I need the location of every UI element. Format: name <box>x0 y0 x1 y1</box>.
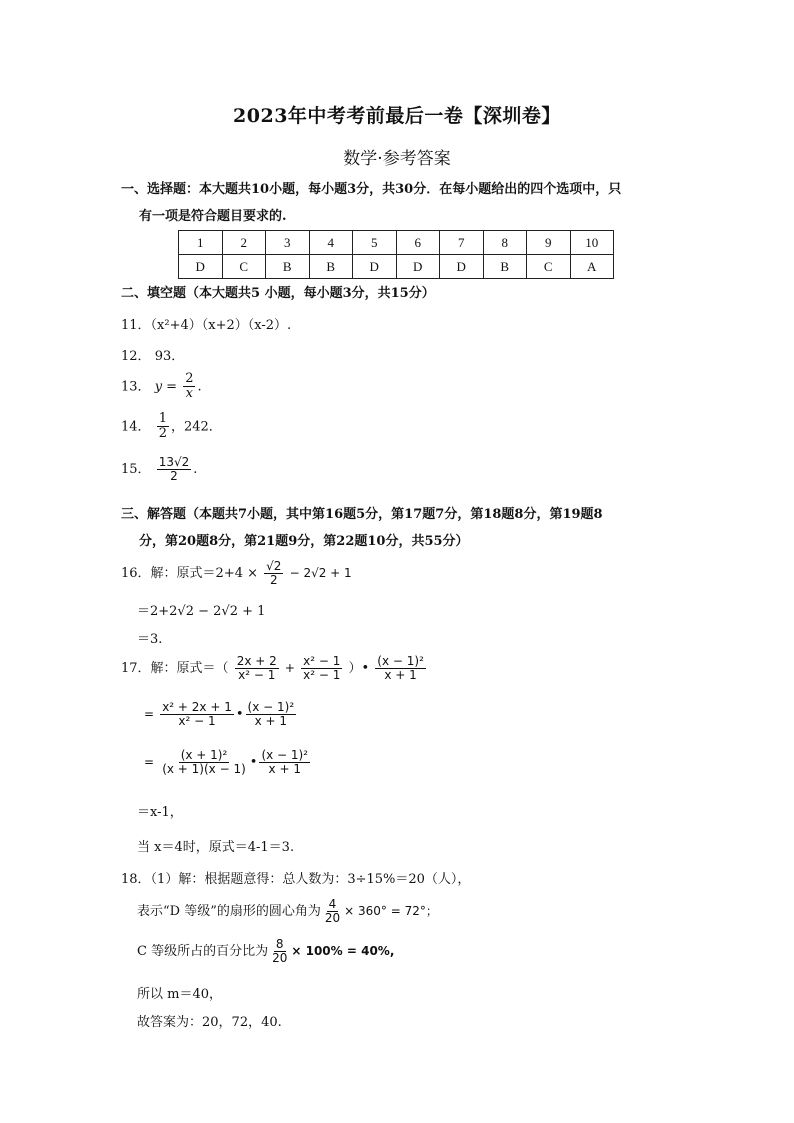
question-number: 15． <box>121 462 151 478</box>
section1-heading-line1: 一、选择题：本大题共10小题，每小题3分，共30分．在每小题给出的四个选项中，只 <box>121 182 622 197</box>
table-cell: C <box>527 255 571 279</box>
numerator: x² − 1 <box>303 654 341 668</box>
fraction <box>160 749 248 776</box>
q16-line1 <box>121 560 352 587</box>
q17-line2 <box>144 701 298 728</box>
numerator: (x − 1)² <box>261 748 309 762</box>
fraction <box>270 938 289 965</box>
numerator: 2 <box>185 371 194 386</box>
q18-line2-suffix: × 360° = 72°； <box>344 904 438 919</box>
fraction <box>301 655 342 682</box>
q18-line4: 所以 m＝40， <box>137 987 223 1002</box>
fraction <box>183 372 195 402</box>
question-number: 11． <box>121 318 151 333</box>
section3-heading-line1: 三、解答题（本题共7小题，其中第16题5分，第17题7分，第18题8分，第19题8 <box>121 507 603 522</box>
denominator: x² − 1 <box>178 714 216 729</box>
denominator: x + 1 <box>268 762 301 777</box>
section1-heading-line2: 有一项是符合题目要求的. <box>139 209 287 224</box>
question-number: 14． <box>121 419 151 435</box>
table-cell: 8 <box>483 231 527 255</box>
fraction <box>323 898 342 925</box>
q16-line2: ＝2+2√2 − 2√2 + 1 <box>137 604 266 619</box>
table-cell: 10 <box>570 231 614 255</box>
numerator: x² + 2x + 1 <box>162 700 232 714</box>
denominator: x² − 1 <box>303 668 341 683</box>
answer-table-answer-row <box>179 255 614 279</box>
dot: • <box>249 755 258 771</box>
fraction <box>375 655 426 682</box>
section2-heading: 二、填空题（本大题共5 小题，每小题3分，共15分） <box>121 286 435 301</box>
q17-prefix: 17．解：原式＝（ <box>121 661 229 677</box>
numerator: 2x + 2 <box>236 654 277 668</box>
answer-14 <box>121 412 222 442</box>
table-cell: 1 <box>179 231 223 255</box>
plus-sign: + <box>284 661 295 676</box>
denominator: 2 <box>158 426 167 442</box>
close-paren-dot: ）• <box>348 661 370 677</box>
numerator: 8 <box>275 937 284 951</box>
page-title: 2023年中考考前最后一卷【深圳卷】 <box>233 105 561 127</box>
q16-prefix: 16．解：原式＝2+4 × <box>121 566 259 582</box>
q18-line3-suffix: × 100% = 40%, <box>291 944 395 959</box>
q18-line1: 18．（1）解：根据题意得：总人数为：3÷15%＝20（人）， <box>121 872 471 887</box>
answer-15 <box>121 456 197 483</box>
numerator: 13√2 <box>158 455 190 469</box>
answer-rest: ，242． <box>170 419 222 435</box>
fraction <box>157 412 169 442</box>
numerator: √2 <box>266 559 282 573</box>
fraction <box>157 456 192 483</box>
q17-line3 <box>144 749 312 776</box>
denominator: 2 <box>170 469 178 484</box>
answer-end: . <box>197 379 202 395</box>
answer-table-number-row <box>179 231 614 255</box>
question-number: 13． <box>121 379 151 395</box>
question-number: 12． <box>121 349 151 364</box>
answer-text: 93． <box>154 349 185 364</box>
table-cell: D <box>440 255 484 279</box>
answer-end: . <box>193 462 198 478</box>
numerator: (x + 1)² <box>180 748 228 762</box>
answer-13 <box>121 372 202 402</box>
q18-line5: 故答案为：20，72，40. <box>137 1015 282 1030</box>
denominator: x² − 1 <box>238 668 276 683</box>
answer-lhs: y = <box>154 379 178 395</box>
answer-11 <box>121 314 291 333</box>
page-subtitle: 数学·参考答案 <box>343 149 451 169</box>
fraction <box>259 749 310 776</box>
q17-line1 <box>121 655 428 682</box>
fraction <box>160 701 234 728</box>
answer-table <box>178 230 614 279</box>
numerator: 1 <box>158 411 167 426</box>
q17-line5: 当 x＝4时，原式＝4-1＝3. <box>137 840 295 855</box>
table-cell: 9 <box>527 231 571 255</box>
table-cell: D <box>396 255 440 279</box>
equals-sign: = <box>144 707 155 722</box>
answer-text: （x²+4）（x+2）（x-2）. <box>150 318 292 333</box>
section3-heading-line2: 分，第20题8分，第21题9分，第22题10分，共55分） <box>139 534 469 549</box>
denominator: x + 1 <box>384 668 417 683</box>
table-cell: 3 <box>266 231 310 255</box>
fraction <box>235 655 279 682</box>
table-cell: C <box>222 255 266 279</box>
denominator: x + 1 <box>254 714 288 729</box>
q18-line3 <box>137 938 394 965</box>
table-cell: A <box>570 255 614 279</box>
table-cell: 4 <box>309 231 353 255</box>
denominator: 20 <box>324 911 341 926</box>
numerator: 4 <box>328 897 337 911</box>
denominator: 20 <box>272 951 288 966</box>
numerator: (x − 1)² <box>377 654 424 668</box>
q18-line2 <box>137 898 438 925</box>
table-cell: 2 <box>222 231 266 255</box>
q16-line3: ＝3. <box>137 632 163 647</box>
answer-12 <box>121 345 184 364</box>
denominator: (x + 1)(x − 1) <box>162 762 246 777</box>
table-cell: B <box>266 255 310 279</box>
fraction <box>246 701 297 728</box>
q16-suffix: − 2√2 + 1 <box>289 566 352 581</box>
table-cell: 6 <box>396 231 440 255</box>
denominator: x <box>185 386 194 402</box>
numerator: (x − 1)² <box>247 700 295 714</box>
table-cell: 7 <box>440 231 484 255</box>
table-cell: B <box>309 255 353 279</box>
q18-line3-prefix: C 等级所占的百分比为 <box>137 944 269 960</box>
q18-line2-prefix: 表示“D 等级”的扇形的圆心角为 <box>137 904 321 920</box>
denominator: 2 <box>269 573 278 588</box>
q17-line4: ＝x-1， <box>137 805 183 820</box>
table-cell: D <box>353 255 397 279</box>
table-cell: 5 <box>353 231 397 255</box>
equals-sign: = <box>144 755 155 770</box>
fraction <box>264 560 283 587</box>
dot: • <box>235 707 244 723</box>
table-cell: D <box>179 255 223 279</box>
table-cell: B <box>483 255 527 279</box>
